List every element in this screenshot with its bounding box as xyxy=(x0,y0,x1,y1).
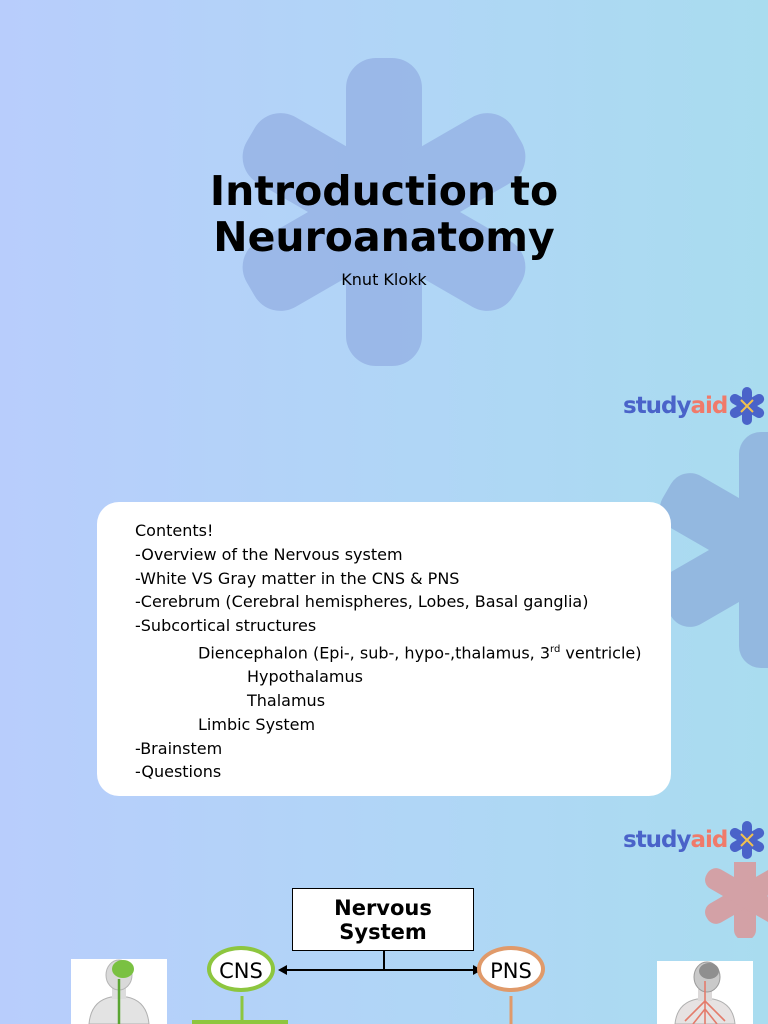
contents-item: Hypothalamus xyxy=(247,667,363,687)
studyaid-logo-2: studyaid xyxy=(623,820,767,860)
contents-item: -Overview of the Nervous system xyxy=(135,544,403,564)
contents-item: Thalamus xyxy=(247,690,326,710)
contents-item: Diencephalon (Epi-, sub-, hypo-,thalamus, 3rd ventricle) xyxy=(198,643,642,663)
cns-node: CNS xyxy=(207,946,275,992)
contents-item: -Questions xyxy=(135,762,222,782)
nervous-system-box: Nervous System xyxy=(292,888,474,951)
author-name: Knut Klokk xyxy=(341,270,427,289)
contents-card xyxy=(97,502,671,796)
contents-item: -Brainstem xyxy=(135,738,223,758)
star-of-life-partial-icon xyxy=(655,432,768,670)
contents-item: -Cerebrum (Cerebral hemispheres, Lobes, Basal ganglia) xyxy=(135,592,589,612)
star-of-life-icon xyxy=(727,386,767,426)
star-of-life-coral-icon xyxy=(690,862,768,938)
contents-item: -White VS Gray matter in the CNS & PNS xyxy=(135,568,460,588)
contents-item: -Subcortical structures xyxy=(135,616,317,636)
pns-body-image xyxy=(657,961,753,1024)
star-of-life-icon xyxy=(727,820,767,860)
pns-node: PNS xyxy=(477,946,545,992)
studyaid-logo: studyaid xyxy=(623,386,767,426)
contents-item: Limbic System xyxy=(198,714,316,734)
contents-heading: Contents! xyxy=(135,521,214,540)
slide-title: Introduction to Neuroanatomy xyxy=(209,167,559,261)
cns-body-image xyxy=(71,959,167,1024)
